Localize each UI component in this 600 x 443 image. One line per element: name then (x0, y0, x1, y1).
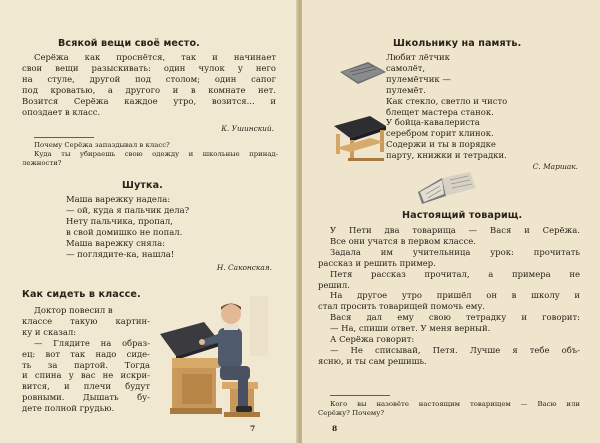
story-line: А Серёжа говорит: (330, 334, 415, 345)
story1-author: К. Ушинский. (221, 124, 274, 133)
boy-at-desk-illustration (158, 296, 268, 424)
story-questions (318, 400, 580, 418)
story2-line: — Глядите на образ- (34, 337, 150, 348)
story-text (318, 225, 580, 367)
story-line: Все они учатся в первом классе. (330, 235, 476, 246)
right-page (302, 0, 600, 443)
poem-line: пулемётчик — (386, 73, 451, 84)
poem-line: Маша варежку надела: (66, 194, 171, 204)
story1-title: Всякой вещи своё место. (58, 38, 200, 49)
poem-line: в свой домишко не попал. (66, 226, 183, 237)
story-line: рассказ и решить пример. (318, 257, 436, 268)
poem-line: блещет мастера станок. (386, 106, 494, 117)
poem-line: Маша варежку сняла: (66, 237, 165, 248)
story1-line: свои вещи разыскивать: один чулок у него (22, 62, 276, 73)
poem-line: Нету пальчика, пропал, (66, 215, 173, 226)
story2-line: Доктор повесил в (34, 305, 113, 315)
story-line: Петя рассказ прочитал, а примера не (330, 268, 580, 279)
story2-text (22, 305, 150, 414)
story-line: — Не списывай, Петя. Лучше я тебе объ- (330, 344, 580, 355)
poem-line: парту, книжки и тетрадки. (386, 150, 507, 161)
poem-line: — ой, куда я пальчик дела? (66, 204, 190, 215)
question-line: Серёжу? Почему? (318, 409, 385, 418)
story1-line: на стуле, другой под столом; один сапог (22, 73, 276, 84)
poem-title: Школьнику на память. (393, 38, 522, 49)
question-line: Почему Серёжа запаздывал в класс? (34, 141, 170, 149)
story-line: На другое утро пришёл он в школу и (330, 290, 580, 301)
story2-line: ку и сказал: (22, 326, 77, 337)
story2-line: ть за партой. Тогда (22, 359, 150, 370)
notebook-illustration (338, 60, 388, 86)
divider (330, 395, 390, 396)
story2-line: дете полной грудью. (22, 403, 115, 414)
story-line: решил. (318, 279, 350, 290)
poem-title: Шутка. (122, 180, 163, 191)
story-line: ясню, и ты сам решишь. (318, 355, 427, 366)
poem-text (66, 194, 276, 259)
story2-line: и спина у вас не искри- (22, 370, 150, 381)
story1-line: Возится Серёжа каждое утро, возится... и (22, 95, 276, 106)
school-desk-illustration (330, 112, 388, 164)
story2-line: вится, и плечи будут (22, 381, 150, 392)
story2-line: ровными. Дышать бу- (22, 392, 150, 403)
question-line: лежности? (22, 159, 62, 168)
poem-author: Н. Саконская. (216, 263, 272, 272)
story2-line: классе такую картин- (22, 315, 150, 326)
story1-line: опоздает в класс. (22, 106, 101, 117)
poem-line: Содержи и ты в порядке (386, 139, 496, 150)
question-line: Кого вы назовёте настоящим товарищем — Васю или (330, 400, 580, 408)
story1-questions (22, 141, 278, 169)
poem-line: самолёт, (386, 62, 426, 73)
story-line: Вася дал ему свою тетрадку и говорит: (330, 312, 580, 323)
story2-title: Как сидеть в классе. (22, 289, 141, 300)
story-title: Настоящий товарищ. (402, 210, 523, 221)
poem-author: С. Маршак. (532, 162, 578, 171)
story-line: — На, спиши ответ. У меня верный. (330, 323, 491, 334)
poem-line: Как стекло, светло и чисто (386, 95, 508, 106)
page-number: 7 (250, 424, 256, 433)
story-line: У Пети два товарища — Вася и Серёжа. (330, 225, 580, 235)
page-number: 8 (332, 424, 338, 433)
story1-line: Серёжа как проснётся, так и начинает (34, 52, 276, 62)
poem-text (386, 52, 586, 161)
left-page (0, 0, 298, 443)
question-line: Куда ты убираешь свою одежду и школьные принад- (34, 150, 278, 159)
story2-line: ец: вот так надо сиде- (22, 348, 150, 359)
story-line: Задала им учительница урок: прочитать (330, 246, 580, 257)
story1-text (22, 52, 276, 117)
poem-line: Любит лётчик (386, 52, 450, 62)
poem-line: У бойца-кавалериста (386, 117, 480, 128)
story1-line: под кроватью, а другого и в комнате нет. (22, 84, 276, 95)
poem-line: пулемёт. (386, 84, 426, 95)
poem-line: — поглядите-ка, нашла! (66, 248, 175, 259)
story-line: стал просить товарищей помочь ему. (318, 301, 485, 312)
divider (34, 137, 94, 138)
poem-line: серебром горит клинок. (386, 128, 494, 139)
open-book-illustration (416, 170, 480, 208)
